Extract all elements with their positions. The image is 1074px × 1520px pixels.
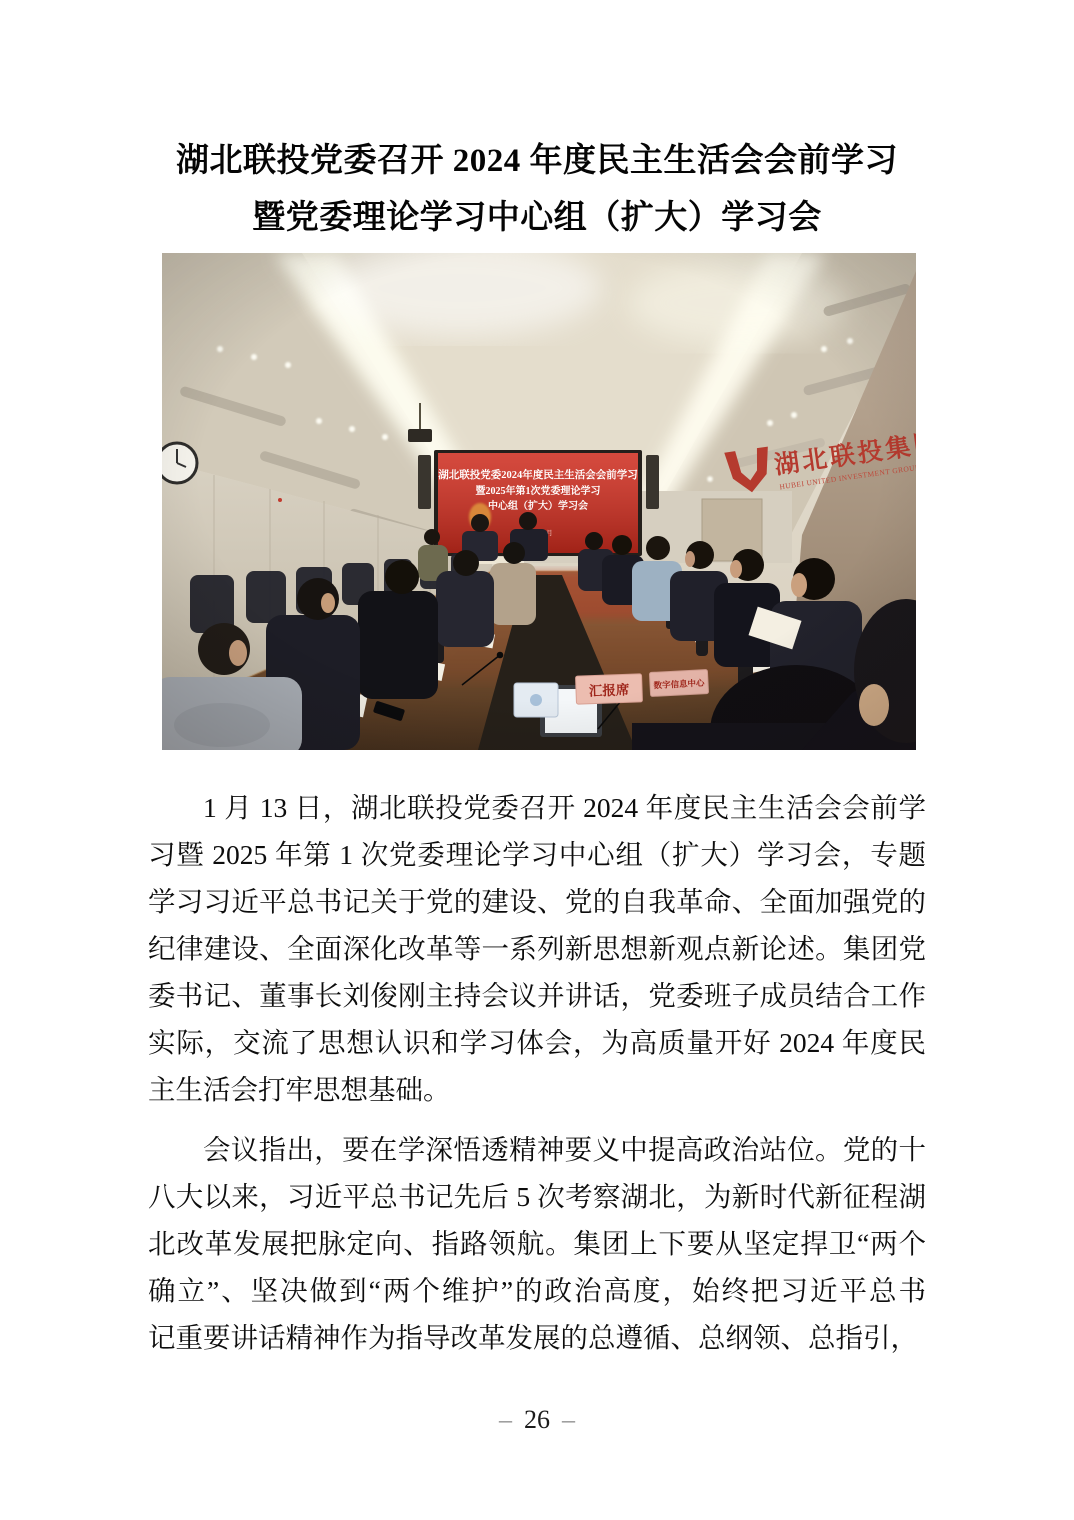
body-text-line: 主生活会打牢思想基础。 <box>148 1074 451 1105</box>
body-paragraph-2 <box>148 1126 926 1361</box>
body-text-line: 记重要讲话精神作为指导改革发展的总遵循、总纲领、总指引， <box>148 1322 918 1353</box>
title-line-1: 湖北联投党委召开 2024 年度民主生活会会前学习 <box>176 143 898 179</box>
body-text-line: 1 月 13 日，湖北联投党委召开 2024 年度民主生活会会前学 <box>203 792 926 823</box>
body-text-line: 确立”、坚决做到“两个维护”的政治高度，始终把习近平总书 <box>148 1275 926 1306</box>
page-number-dash-right: – <box>562 1405 575 1434</box>
article-body <box>148 784 926 1361</box>
body-paragraph-1 <box>148 784 926 1113</box>
body-text-line: 委书记、董事长刘俊刚主持会议并讲话，党委班子成员结合工作 <box>148 980 926 1011</box>
body-text-line: 北改革发展把脉定向、指路领航。集团上下要从坚定捍卫“两个 <box>148 1228 926 1259</box>
meeting-photo <box>162 253 916 750</box>
page-number-dash-left: – <box>499 1405 512 1434</box>
page-number: 26 <box>524 1405 550 1434</box>
body-text-line: 八大以来，习近平总书记先后 5 次考察湖北，为新时代新征程湖 <box>148 1181 926 1212</box>
page-title <box>75 133 999 247</box>
title-line-2: 暨党委理论学习中心组（扩大）学习会 <box>252 200 822 236</box>
body-text-line: 会议指出，要在学深悟透精神要义中提高政治站位。党的十 <box>203 1134 926 1165</box>
page-footer <box>0 1405 1074 1435</box>
meeting-room-scene <box>162 253 916 750</box>
body-text-line: 习暨 2025 年第 1 次党委理论学习中心组（扩大）学习会，专题 <box>148 839 926 870</box>
body-text-line: 学习习近平总书记关于党的建设、党的自我革命、全面加强党的 <box>148 886 926 917</box>
body-text-line: 纪律建设、全面深化改革等一系列新思想新观点新论述。集团党 <box>148 933 926 964</box>
body-text-line: 实际，交流了思想认识和学习体会，为高质量开好 2024 年度民 <box>148 1027 926 1058</box>
